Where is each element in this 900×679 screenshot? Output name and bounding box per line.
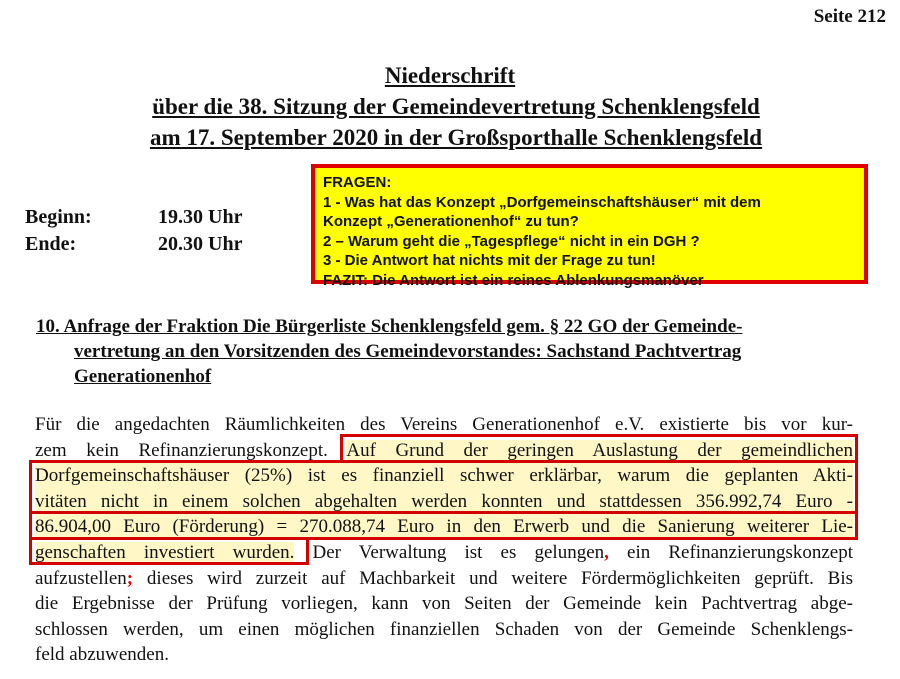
red-comma-mark: , [604,541,609,563]
red-semicolon-mark: ; [126,567,134,589]
body-line-6c: ein Refinanzierungskonzept [627,541,854,563]
body-line-2a: zem kein Refinanzierungskonzept. [35,439,328,461]
document-subtitle-line1: über die 38. Sitzung der Gemeindevertretung Schenklengsfeld [152,94,760,119]
section-heading-line2: vertretung an den Vorsitzenden des Gemeindevorstandes: Sachstand Pachtvertrag [74,341,742,362]
begin-row [25,204,242,231]
question-2: 2 – Warum geht die „Tagespflege“ nicht in ein DGH ? [323,232,700,250]
body-line-1: Für die angedachten Räumlichkeiten des Vereins Generationenhof e.V. existierte bis vor kur- [35,414,853,435]
page-number: Seite 212 [813,6,886,27]
section-heading-line3: Generationenhof [74,366,212,387]
question-3: 3 - Die Antwort hat nichts mit der Frage zu tun! [323,252,656,270]
section-heading-line1: 10. Anfrage der Fraktion Die Bürgerliste Schenklengsfeld gem. § 22 GO der Gemeinde- [36,316,743,337]
end-row [25,231,242,258]
meeting-times [25,204,242,258]
body-line-5: 86.904,00 Euro (Förderung) = 270.088,74 Euro in den Erwerb und die Sanierung weiterer Lie- [35,514,853,540]
body-line-3: Dorfgemeinschaftshäuser (25%) ist es finanziell schwer erklärbar, warum die geplanten Akti- [35,463,853,489]
highlight-start: Auf Grund der geringen Auslastung der gemeindlichen [346,439,854,461]
fazit: FAZIT: Die Antwort ist ein reines Ablenkungsmanöver [323,271,704,289]
body-line-6 [35,540,853,566]
body-line-2 [35,438,853,464]
begin-label: Beginn: [25,206,92,228]
document-subtitle-line2: am 17. September 2020 in der Großsporthalle Schenklengsfeld [149,125,763,150]
begin-value: 19.30 Uhr [158,206,243,228]
question-1a: 1 - Was hat das Konzept „Dorfgemeinschaftshäuser“ mit dem [323,193,761,211]
body-line-7a: aufzustellen [35,567,127,589]
section-heading [36,314,856,389]
questions-annotation-box [311,164,868,289]
body-line-8: die Ergebnisse der Prüfung vorliegen, kann von Seiten der Gemeinde kein Pachtvertrag abge- [35,593,853,615]
body-line-6b: Der Verwaltung ist es gelungen [312,541,605,563]
document-title: Niederschrift [384,63,516,88]
body-line-4: vitäten nicht in einem solchen abgehalten werden konnten und stattdessen 356.992,74 Euro - [35,489,853,515]
highlight-end: genschaften investiert wurden. [35,541,295,563]
end-value: 20.30 Uhr [158,233,243,255]
questions-header: FRAGEN: [323,174,392,191]
end-label: Ende: [25,233,77,255]
body-line-7b: dieses wird zurzeit auf Machbarkeit und weitere Fördermöglichkeiten geprüft. Bis [146,567,853,589]
body-line-7 [35,566,853,592]
body-line-9: schlossen werden, um einen möglichen finanziellen Schaden von der Gemeinde Schenklengs- [35,618,853,640]
body-paragraph [35,412,853,668]
body-line-10: feld abzuwenden. [35,644,169,666]
question-1b: Konzept „Generationenhof“ zu tun? [323,213,579,231]
